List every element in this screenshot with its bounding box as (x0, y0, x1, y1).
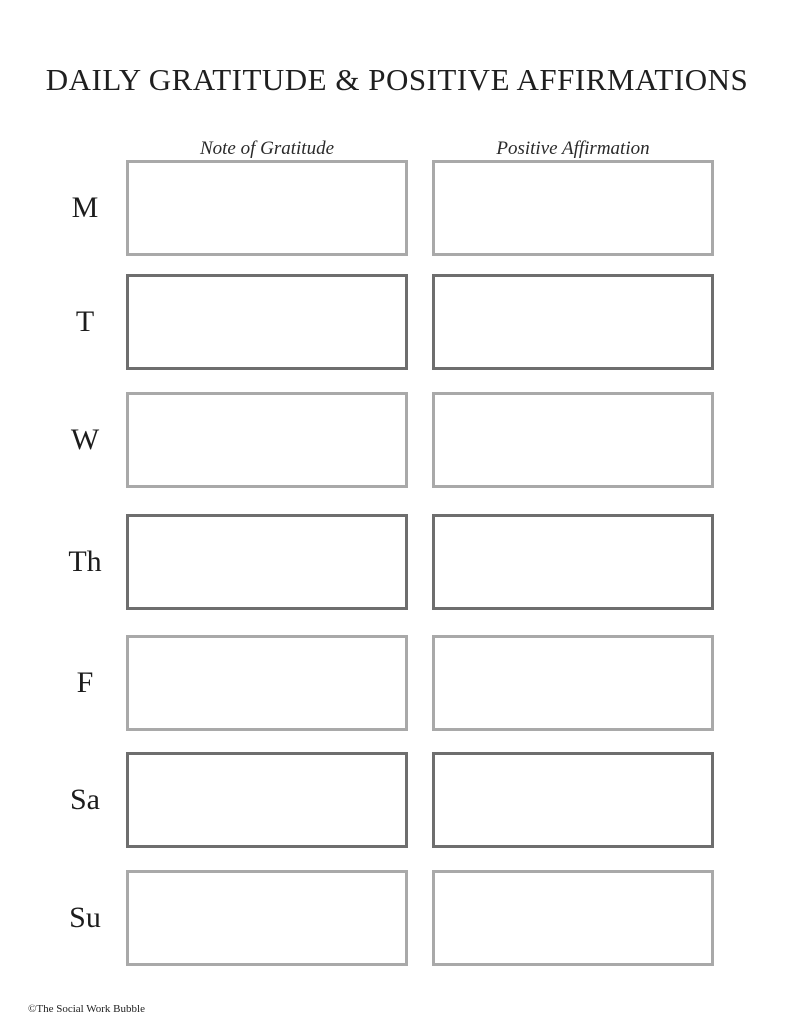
gratitude-box-wednesday[interactable] (126, 392, 408, 488)
day-row-friday (0, 635, 794, 731)
gratitude-box-thursday[interactable] (126, 514, 408, 610)
gratitude-box-tuesday[interactable] (126, 274, 408, 370)
copyright-footer: ©The Social Work Bubble (28, 1003, 145, 1015)
day-label: Sa (70, 783, 100, 816)
gratitude-box-friday[interactable] (126, 635, 408, 731)
gratitude-box-saturday[interactable] (126, 752, 408, 848)
day-row-monday (0, 160, 794, 256)
day-label: W (70, 423, 100, 456)
column-header-affirmation: Positive Affirmation (496, 138, 650, 159)
affirmation-box-tuesday[interactable] (432, 274, 714, 370)
day-row-sunday (0, 870, 794, 966)
column-header-gratitude: Note of Gratitude (199, 138, 335, 159)
affirmation-box-friday[interactable] (432, 635, 714, 731)
day-label: F (76, 666, 94, 699)
affirmation-box-thursday[interactable] (432, 514, 714, 610)
affirmation-box-sunday[interactable] (432, 870, 714, 966)
affirmation-box-wednesday[interactable] (432, 392, 714, 488)
page-title: DAILY GRATITUDE & POSITIVE AFFIRMATIONS (45, 62, 749, 97)
day-label: M (71, 191, 99, 224)
day-row-saturday (0, 752, 794, 848)
day-row-thursday (0, 514, 794, 610)
affirmation-box-monday[interactable] (432, 160, 714, 256)
day-label: Th (68, 545, 102, 578)
day-label: Su (69, 901, 101, 934)
day-row-tuesday (0, 274, 794, 370)
gratitude-box-sunday[interactable] (126, 870, 408, 966)
day-row-wednesday (0, 392, 794, 488)
gratitude-box-monday[interactable] (126, 160, 408, 256)
day-label: T (75, 305, 95, 338)
affirmation-box-saturday[interactable] (432, 752, 714, 848)
